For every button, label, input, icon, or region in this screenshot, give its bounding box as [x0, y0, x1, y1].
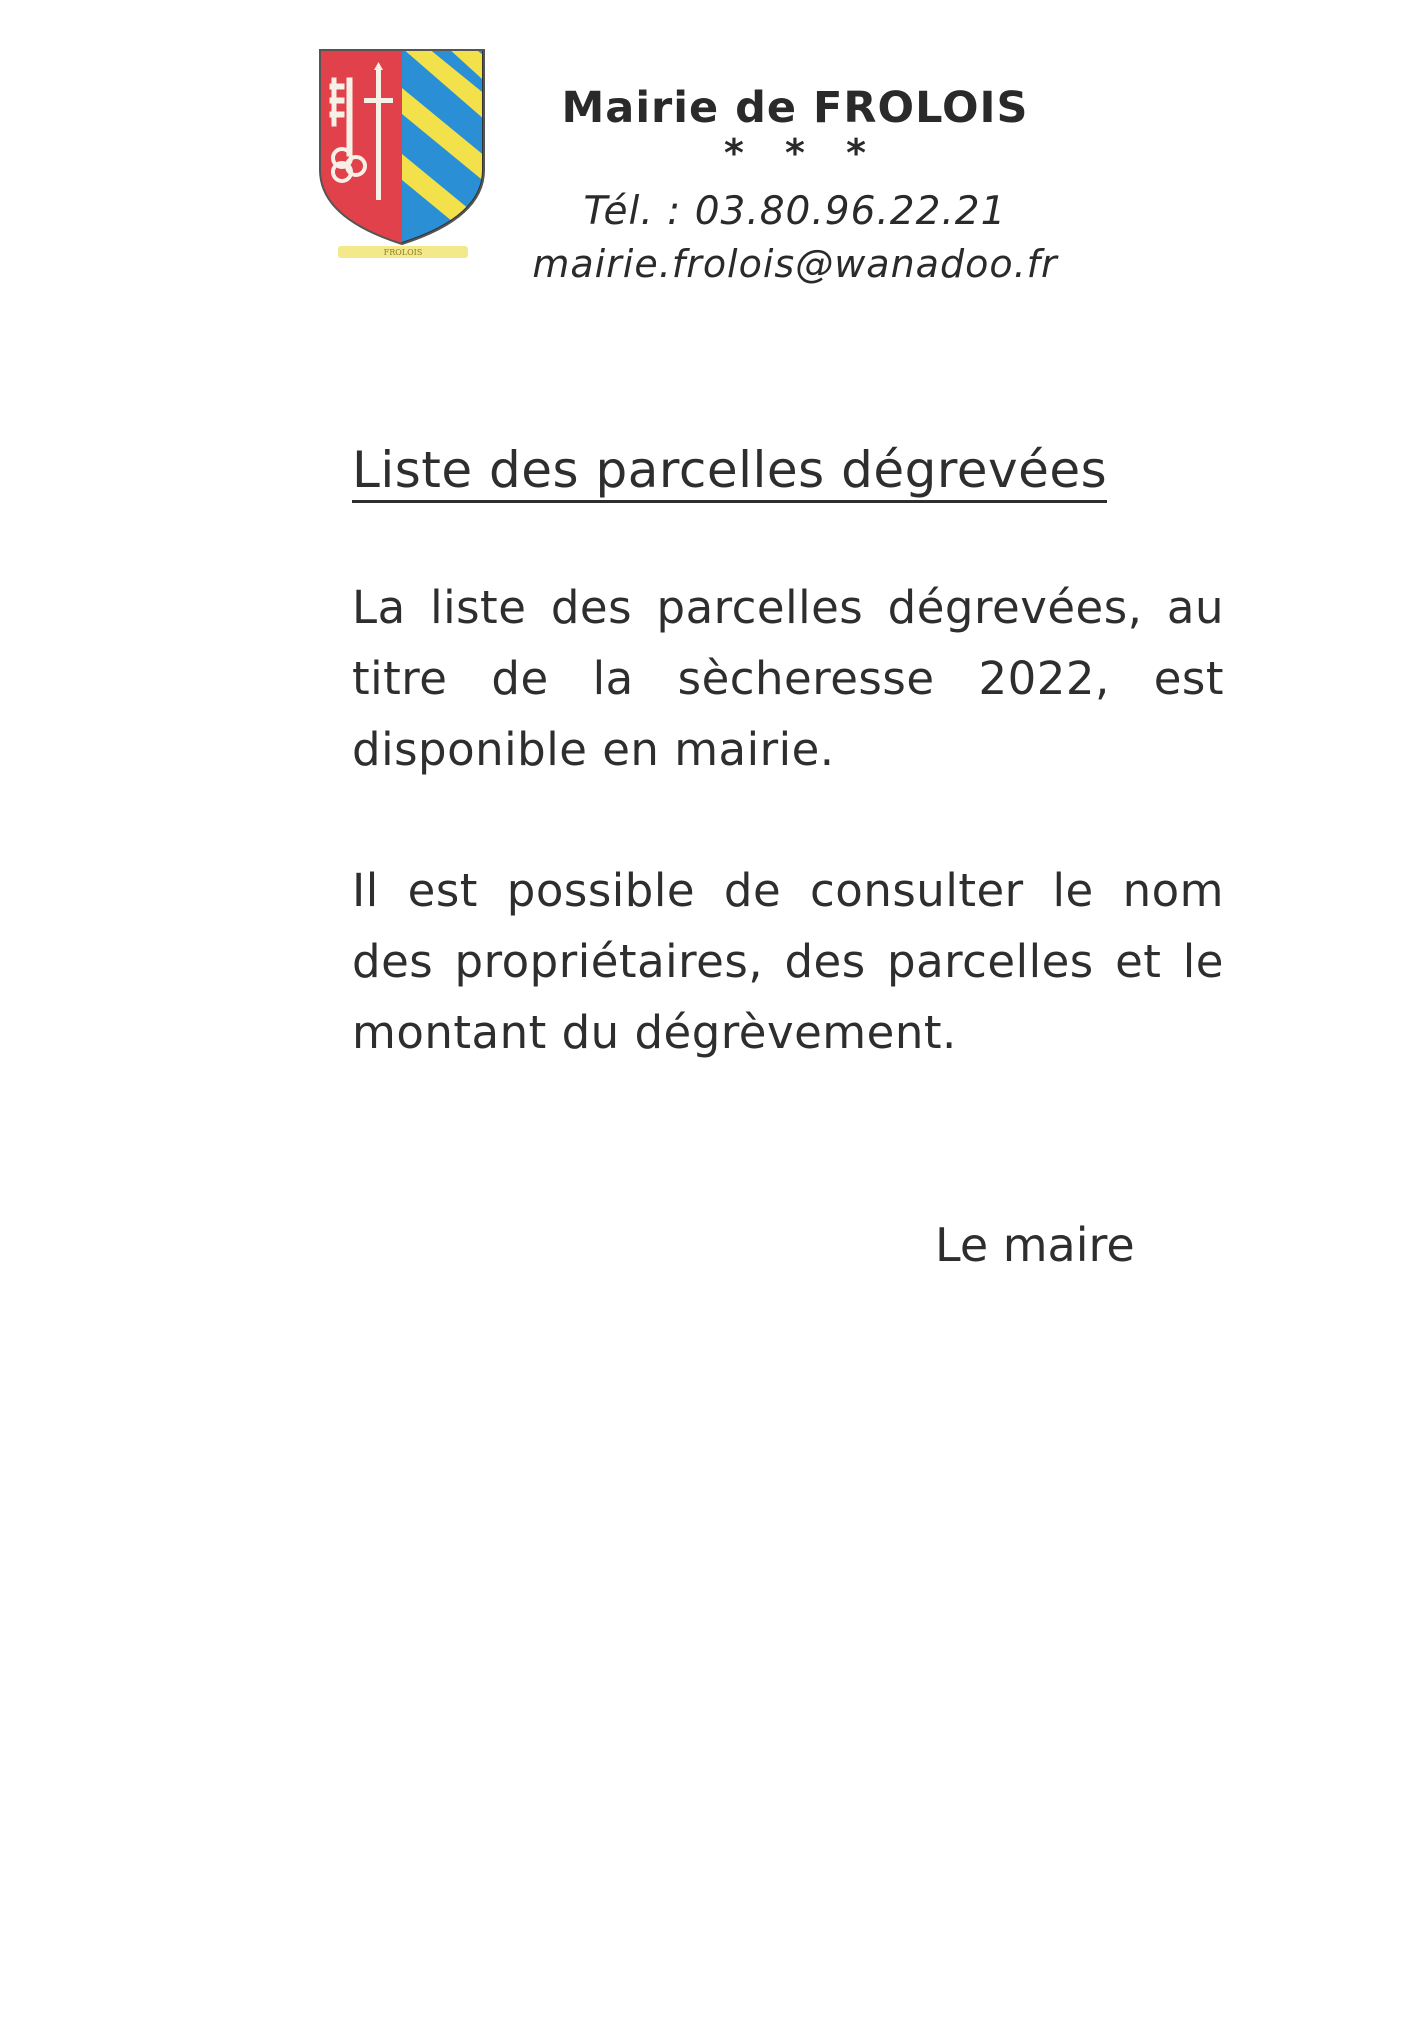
notice-title: Liste des parcelles dégrevées: [352, 440, 1107, 503]
letterhead: [500, 82, 1090, 290]
coat-of-arms-logo: [316, 48, 492, 260]
telephone: Tél. : 03.80.96.22.21: [583, 189, 1007, 234]
notice-paragraph-1: La liste des parcelles dégrevées, au titre de la sècheresse 2022, est disponible en mairie.: [352, 581, 1224, 776]
mairie-name: Mairie de FROLOIS: [561, 83, 1029, 133]
signature: Le maire: [935, 1218, 1135, 1272]
crest-caption: FROLOIS: [383, 248, 423, 257]
notice-paragraph-2: Il est possible de consulter le nom des propriétaires, des parcelles et le montant du dégrèvement.: [352, 864, 1224, 1059]
stars-separator: * * *: [723, 131, 881, 175]
email-address: mairie.frolois@wanadoo.fr: [532, 242, 1058, 286]
